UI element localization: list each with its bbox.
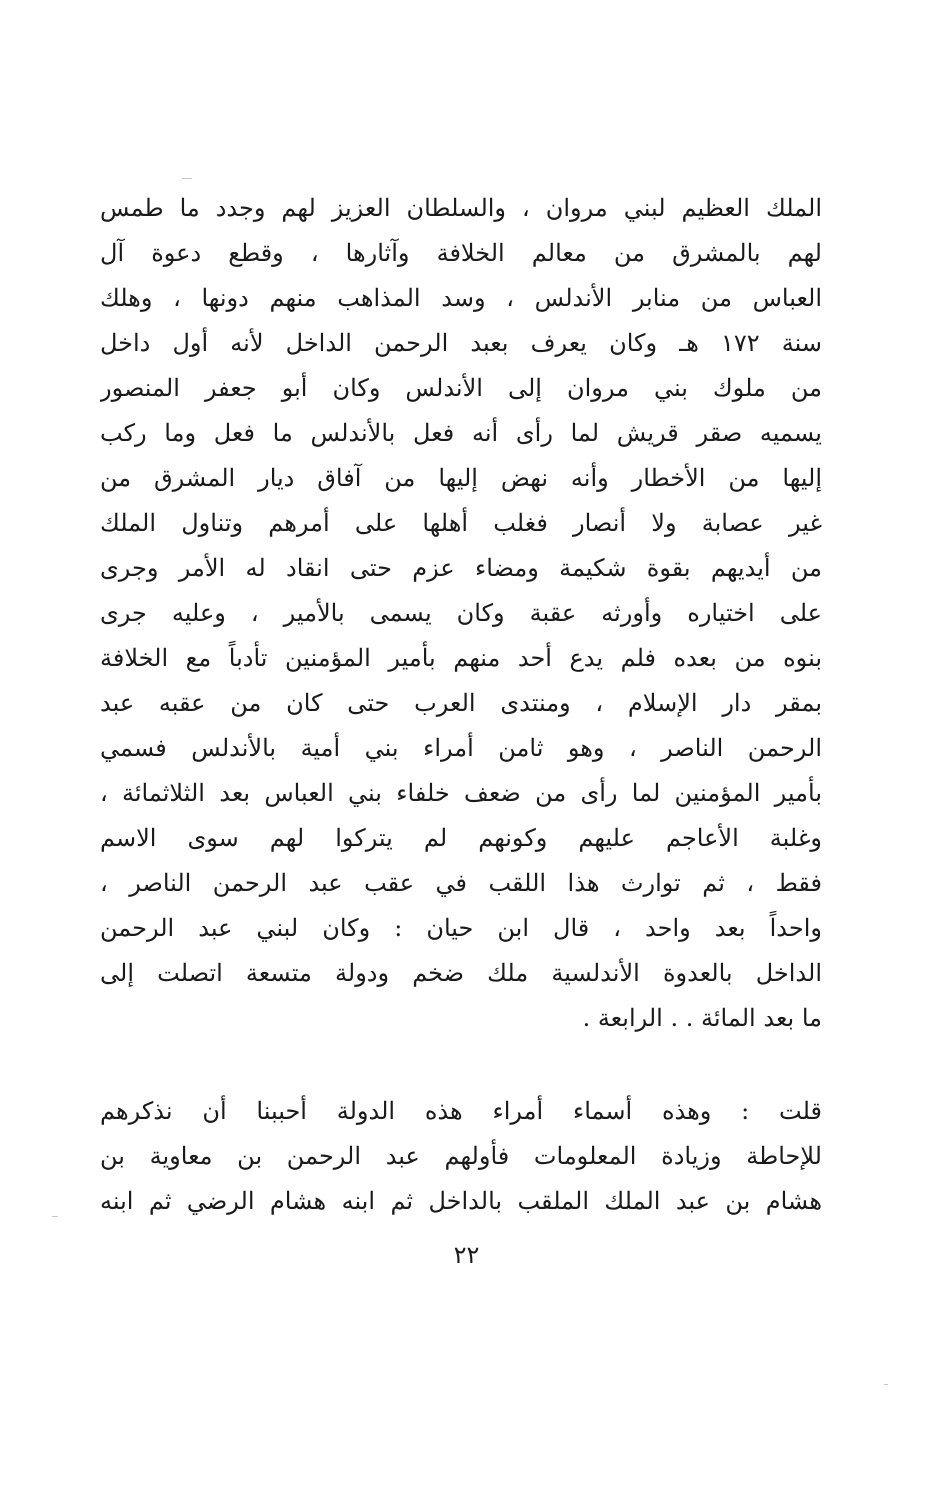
text-line: بنوه من بعده فلم يدع أحد منهم بأمير المؤمنين تأدباً مع الخلافة (100, 644, 822, 672)
text-line: للإحاطة وزيادة المعلومات فأولهم عبد الرحمن بن معاوية بن (100, 1142, 822, 1170)
text-line: وغلبة الأعاجم عليهم وكونهم لم يتركوا لهم سوى الاسم (100, 824, 822, 852)
text-line: الملك العظيم لبني مروان ، والسلطان العزيز لهم وجدد ما طمس (100, 194, 822, 222)
text-line: لهم بالمشرق من معالم الخلافة وآثارها ، وقطع دعوة آل (100, 239, 822, 267)
text-line: هشام بن عبد الملك الملقب بالداخل ثم ابنه هشام الرضي ثم ابنه (100, 1187, 822, 1215)
text-line: على اختياره وأورثه عقبة وكان يسمى بالأمير ، وعليه جرى (100, 599, 822, 627)
text-line: الرحمن الناصر ، وهو ثامن أمراء بني أمية بالأندلس فسمي (100, 734, 822, 762)
text-line: الداخل بالعدوة الأندلسية ملك ضخم ودولة متسعة اتصلت إلى (100, 959, 822, 987)
text-line: بمقر دار الإسلام ، ومنتدى العرب حتى كان من عقبه عبد (100, 689, 822, 717)
margin-speck (52, 1216, 58, 1217)
text-line: إليها من الأخطار وأنه نهض إليها من آفاق ديار المشرق من (100, 464, 822, 492)
text-line: قلت : وهذه أسماء أمراء هذه الدولة أحببنا أن نذكرهم (100, 1097, 822, 1125)
margin-speck (884, 1384, 888, 1385)
text-line: من أيديهم بقوة شكيمة ومضاء عزم حتى انقاد له الأمر وجرى (100, 554, 822, 582)
margin-speck (182, 178, 192, 179)
text-line: بأمير المؤمنين لما رأى من ضعف خلفاء بني العباس بعد الثلاثمائة ، (100, 779, 822, 807)
text-line: العباس من منابر الأندلس ، وسد المذاهب منهم دونها ، وهلك (100, 284, 822, 312)
text-line: من ملوك بني مروان إلى الأندلس وكان أبو جعفر المنصور (100, 374, 822, 402)
text-line: ما بعد المائة . . الرابعة . (582, 1004, 822, 1032)
paragraph-2 (100, 1089, 822, 1224)
text-line: فقط ، ثم توارث هذا اللقب في عقب عبد الرحمن الناصر ، (100, 869, 822, 897)
text-line: واحداً بعد واحد ، قال ابن حيان : وكان لبني عبد الرحمن (100, 914, 822, 942)
text-line: سنة ١٧٢ هـ وكان يعرف بعبد الرحمن الداخل لأنه أول داخل (100, 329, 822, 357)
paragraph-1 (100, 186, 822, 1041)
page-number: ٢٢ (453, 1241, 480, 1269)
text-line: يسميه صقر قريش لما رأى أنه فعل بالأندلس ما فعل وما ركب (100, 419, 822, 447)
text-line: غير عصابة ولا أنصار فغلب أهلها على أمرهم وتناول الملك (100, 509, 822, 537)
